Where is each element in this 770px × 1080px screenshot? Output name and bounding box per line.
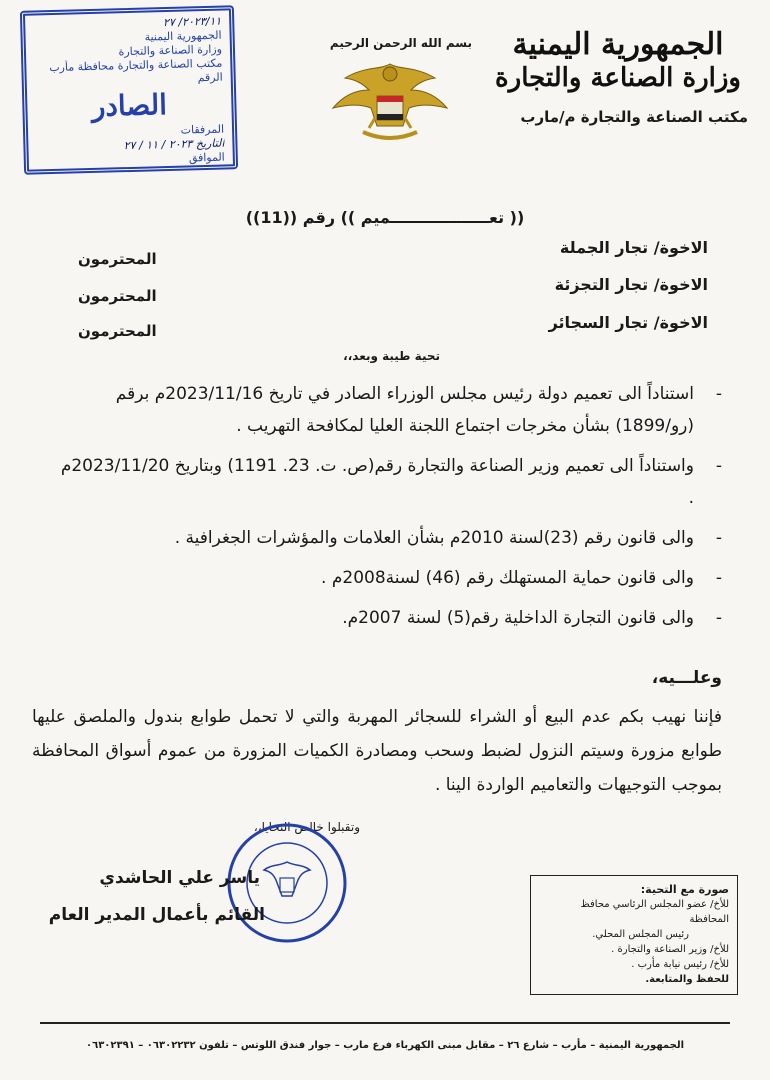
office-name: مكتب الصناعة والتجارة م/مارب — [520, 108, 748, 126]
signatory-name: ياسر علي الحاشدي — [99, 868, 260, 888]
cc-item: للحفظ والمتابعة. — [645, 974, 729, 985]
closing-text: وتقبلوا خالص التحايا،، — [253, 820, 360, 834]
cc-box — [530, 875, 738, 995]
therefore-label: وعلـــيه، — [651, 668, 722, 688]
addressee-salute: المحترمون — [78, 287, 157, 305]
stamp-handwritten-date: ۲۰۲۳/۱۱/ ۲۷ — [162, 14, 222, 30]
reference-list — [52, 378, 722, 642]
stamp-line: التاريخ ۲۰۲۳ / ۱۱ / ۲۷ — [123, 136, 225, 153]
list-item: - والى قانون التجارة الداخلية رقم(5) لسنة 2007م. — [52, 602, 722, 634]
cc-heading: صورة مع التحية: — [640, 883, 729, 896]
list-item: - واستناداً الى تعميم وزير الصناعة والتجارة رقم(ص. ت. 23. 1191) وبتاريخ 2023/11/20م . — [52, 450, 722, 514]
basmala: بسم الله الرحمن الرحيم — [329, 36, 472, 50]
greeting: تحية طيبة وبعد،، — [343, 349, 440, 363]
body-paragraph: فإننا نهيب بكم عدم البيع أو الشراء للسجائر المهربة والتي لا تحمل طوابع بندول والملصق عليها طوابع مزورة وسيتم النزول لضبط وسحب ومصادرة الكميات المزورة من عموم أسواق المحافظة بموجب التوجيهات والتعاميم الواردة الينا . — [32, 707, 722, 795]
signatory-title: القائم بأعمال المدير العام — [48, 905, 265, 925]
addressee: الاخوة/ تجار الجملة — [559, 238, 708, 257]
country-name: الجمهورية اليمنية — [512, 27, 724, 62]
circular-title: (( تعــــــــــــــــــميم )) رقم ((11)) — [245, 208, 525, 227]
stamp-line: الجمهورية اليمنية — [144, 28, 222, 44]
stamp-line: المرفقات — [180, 122, 225, 137]
cc-item: للأخ/ وزير الصناعة والتجارة . — [611, 944, 729, 955]
footer-divider — [40, 1022, 730, 1024]
stamp-line: الرقم — [197, 70, 223, 85]
addressee-salute: المحترمون — [78, 322, 157, 340]
list-item: - والى قانون حماية المستهلك رقم (46) لسنة2008م . — [52, 562, 722, 594]
stamp-outgoing-label: الصادر — [91, 88, 168, 123]
header-center — [300, 36, 480, 146]
stamp-line: الموافق — [188, 150, 225, 165]
yemen-eagle-emblem-icon — [325, 56, 455, 146]
addressee: الاخوة/ تجار التجزئة — [554, 275, 708, 294]
list-item: - والى قانون رقم (23)لسنة 2010م بشأن العلامات والمؤشرات الجغرافية . — [52, 522, 722, 554]
cc-item: للأخ/ عضو المجلس الرئاسي محافظ المحافظة — [580, 899, 729, 925]
addressee: الاخوة/ تجار السجائر — [548, 313, 708, 332]
cc-item: رئيس المجلس المحلي. — [592, 929, 689, 940]
list-item: - استناداً الى تعميم دولة رئيس مجلس الوزراء الصادر في تاريخ 2023/11/16م برقم (رو/1899) بشأن مخرجات اجتماع اللجنة العليا لمكافحة التهريب . — [52, 378, 722, 442]
stamp-line: وزارة الصناعة والتجارة — [118, 42, 223, 59]
ministry-name: وزارة الصناعة والتجارة — [495, 63, 741, 93]
footer-address: الجمهورية اليمنية – مأرب – شارع ٢٦ – مقابل مبنى الكهرباء فرع مارب – جوار فندق اللوتس – تلفون ٠٦٣٠٢٢٣٢ – ٠٦٣٠٢٣٩١ — [85, 1040, 685, 1051]
stamp-line: مكتب الصناعة والتجارة محافظة مأرب — [49, 56, 223, 75]
cc-item: للأخ/ رئيس نيابة مأرب . — [631, 959, 729, 970]
header-right — [488, 28, 748, 126]
addressee-salute: المحترمون — [78, 250, 157, 268]
outgoing-stamp — [20, 5, 238, 175]
